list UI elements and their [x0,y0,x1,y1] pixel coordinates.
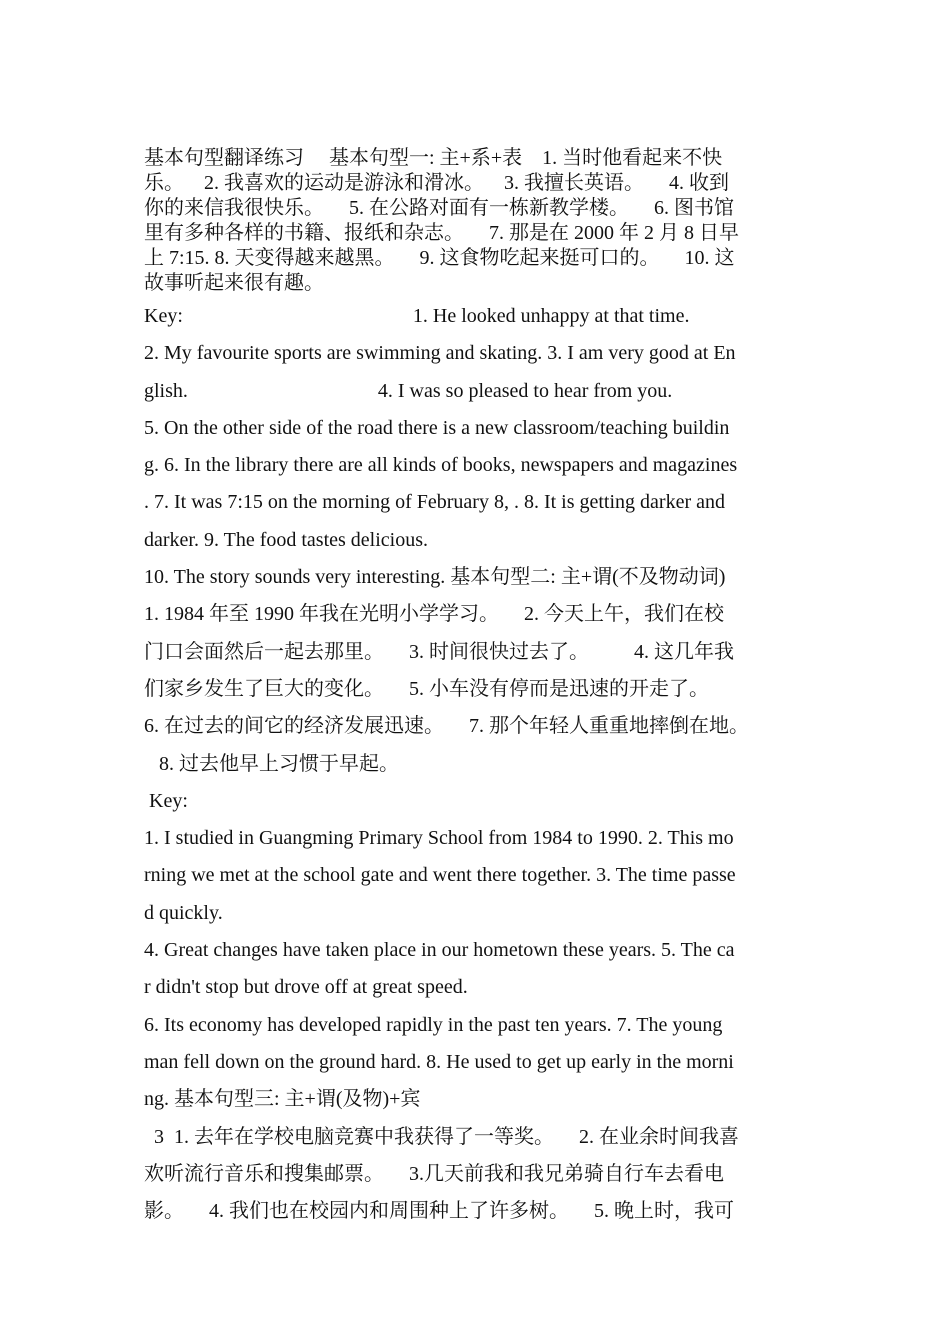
text-line: 影。 4. 我们也在校园内和周围种上了许多树。 5. 晚上时，我可 [144,1200,734,1223]
text-line: 1. 1984 年至 1990 年我在光明小学学习。 2. 今天上午，我们在校 [144,603,724,626]
text-line: 6. 在过去的间它的经济发展迅速。 7. 那个年轻人重重地摔倒在地。 [144,715,749,738]
document-page [144,146,814,1230]
text-line: 乐。 2. 我喜欢的运动是游泳和滑冰。 3. 我擅长英语。 4. 收到 [144,172,729,194]
text-line: glish. 4. I was so pleased to hear from you. [144,379,673,402]
text-line: darker. 9. The food tastes delicious. [144,528,429,551]
text-line: Key: 1. He looked unhappy at that time. [144,305,690,327]
text-line: 3 1. 去年在学校电脑竞赛中我获得了一等奖。 2. 在业余时间我喜 [144,1125,739,1148]
text-line: 故事听起来很有趣。 [144,272,324,294]
text-line: . 7. It was 7:15 on the morning of February 8, . 8. It is getting darker and [144,491,725,514]
text-line: 1. I studied in Guangming Primary School from 1984 to 1990. 2. This mo [144,827,734,850]
text-line: 门口会面然后一起去那里。 3. 时间很快过去了。 4. 这几年我 [144,640,734,663]
text-line: rning we met at the school gate and went there together. 3. The time passe [144,864,736,887]
text-line: man fell down on the ground hard. 8. He used to get up early in the morni [144,1050,734,1073]
text-line: r didn't stop but drove off at great speed. [144,976,468,999]
text-line: ng. 基本句型三: 主+谓(及物)+宾 [144,1088,421,1111]
text-line: 你的来信我很快乐。 5. 在公路对面有一栋新教学楼。 6. 图书馆 [144,197,734,219]
text-line: d quickly. [144,901,223,924]
body-paragraphs [144,298,814,1230]
text-line: 5. On the other side of the road there is a new classroom/teaching buildin [144,416,730,439]
text-line: 们家乡发生了巨大的变化。 5. 小车没有停而是迅速的开走了。 [144,677,709,700]
text-line: 里有多种各样的书籍、报纸和杂志。 7. 那是在 2000 年 2 月 8 日早 [144,222,739,244]
text-line: 10. The story sounds very interesting. 基本句型二: 主+谓(不及物动词) [144,566,726,589]
text-line: 基本句型翻译练习 基本句型一: 主+系+表 1. 当时他看起来不快 [144,147,723,169]
text-line: 2. My favourite sports are swimming and skating. 3. I am very good at En [144,342,736,365]
section-one-paragraph [144,146,814,296]
text-line: 欢听流行音乐和搜集邮票。 3.几天前我和我兄弟骑自行车去看电 [144,1162,724,1185]
text-line: 8. 过去他早上习惯于早起。 [144,752,399,775]
text-line: Key: [144,789,188,812]
text-line: 上 7:15. 8. 天变得越来越黑。 9. 这食物吃起来挺可口的。 10. 这 [144,247,735,269]
text-line: 6. Its economy has developed rapidly in the past ten years. 7. The young [144,1013,723,1036]
text-line: 4. Great changes have taken place in our hometown these years. 5. The ca [144,939,735,962]
text-line: g. 6. In the library there are all kinds of books, newspapers and magazines [144,454,738,477]
